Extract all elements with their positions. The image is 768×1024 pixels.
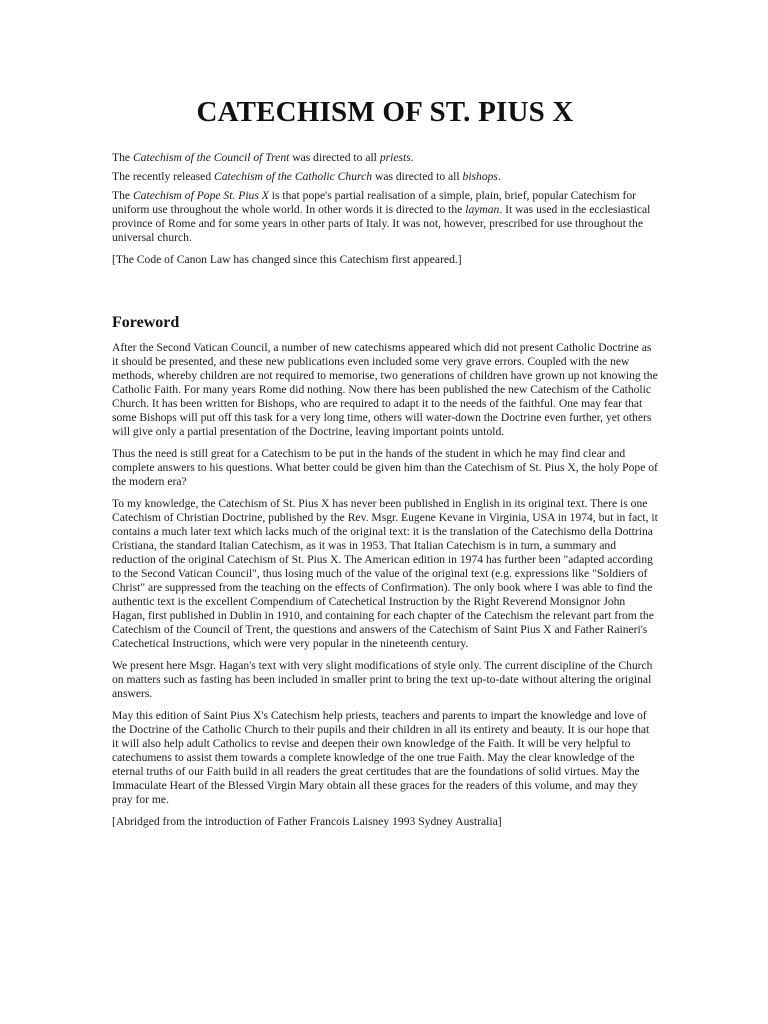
italic-run: layman (465, 203, 500, 216)
text-run: . It was used in the ecclesiastical province of Rome and for some years in other parts of Italy. It was not, however, prescribed for use throughout the universal church. (112, 203, 651, 244)
text-run: The (112, 151, 133, 164)
text-run: . (410, 151, 414, 164)
foreword-heading: Foreword (112, 314, 180, 331)
italic-run: Catechism of the Catholic Church (214, 170, 373, 183)
foreword-paragraph: Thus the need is still great for a Catechism to be put in the hands of the student in which he may find clear and complete answers to his questions. What better could be given him than the Catechism of St. Pius X, the holy Pope of the modern era? (112, 447, 658, 488)
italic-run: priests (379, 151, 411, 164)
intro-paragraph-ccc (112, 170, 658, 184)
foreword-paragraph: After the Second Vatican Council, a number of new catechisms appeared which did not present Catholic Doctrine as it should be presented, and these new publications even included some very grave errors. Coupled with the new methods, whereby children are not required to memorise, two generations of children have grown up not knowing the Catholic Faith. For many years Rome did nothing. Now there has been published the new Catechism of the Catholic Church. It has been written for Bishops, who are required to adapt it to the needs of the faithful. One may fear that some Bishops will put off this task for a very long time, others will water-down the Doctrine even further, yet others will give only a partial presentation of the Doctrine, leaving important points untold. (112, 341, 658, 438)
text-run: was directed to all (372, 170, 463, 183)
text-run: The recently released (112, 170, 215, 183)
text-run: . (497, 170, 501, 183)
intro-section (112, 151, 658, 267)
foreword-source-note: [Abridged from the introduction of Father Francois Laisney 1993 Sydney Australia] (112, 815, 502, 828)
text-run: The (112, 189, 133, 202)
foreword-paragraph: To my knowledge, the Catechism of St. Pius X has never been published in English in its original text. There is one Catechism of Christian Doctrine, published by the Rev. Msgr. Eugene Kevane in Virginia, USA in 1974, but in fact, it contains a much later text which lacks much of the original text: it is the translation of the Catechismo della Dottrina Cristiana, the standard Italian Catechism, as it was in 1953. That Italian Catechism is in turn, a summary and reduction of the original Catechism of St. Pius X. The American edition in 1974 has further been "adapted according to the Second Vatican Council", thus losing much of the value of the original text (e.g. expressions like "Soldiers of Christ" are suppressed from the teaching on the effects of Confirmation). The only book where I was able to find the authentic text is the excellent Compendium of Catechetical Instruction by the Right Reverend Monsignor John Hagan, first published in Dublin in 1910, and containing for each chapter of the Catechism the relevant part from the Catechism of the Council of Trent, the questions and answers of the Catechism of Saint Pius X and Father Raineri's Catechetical Instructions, which were very popular in the nineteenth century. (112, 497, 658, 650)
italic-run: Catechism of the Council of Trent (132, 151, 290, 164)
intro-paragraph-canon-law: [The Code of Canon Law has changed since this Catechism first appeared.] (112, 253, 462, 266)
foreword-paragraph: We present here Msgr. Hagan's text with very slight modifications of style only. The current discipline of the Church on matters such as fasting has been included in smaller print to bring the text up-to-date without altering the original answers. (112, 659, 653, 700)
document-title: CATECHISM OF ST. PIUS X (196, 96, 574, 128)
intro-paragraph-pius (112, 189, 658, 245)
italic-run: bishops (462, 170, 498, 183)
foreword-section (112, 341, 658, 829)
document-page (112, 0, 658, 837)
foreword-paragraph: May this edition of Saint Pius X's Catechism help priests, teachers and parents to impart the knowledge and love of the Doctrine of the Catholic Church to their pupils and their children in all its entirety and beauty. It is our hope that it will also help adult Catholics to revise and deepen their own knowledge of the Faith. It will be very helpful to catechumens to assist them towards a complete knowledge of the one true Faith. May the clear knowledge of the eternal truths of our Faith build in all readers the great certitudes that are the foundations of solid virtues. May the Immaculate Heart of the Blessed Virgin Mary obtain all these graces for the readers of this volume, and may they pray for me. (112, 709, 650, 806)
text-run: was directed to all (289, 151, 380, 164)
text-run: is that pope's partial realisation of a simple, plain, brief, popular Catechism for uniform use throughout the whole world. In other words it is directed to the (112, 189, 637, 216)
italic-run: Catechism of Pope St. Pius X (132, 189, 269, 202)
intro-paragraph-trent (112, 151, 658, 165)
